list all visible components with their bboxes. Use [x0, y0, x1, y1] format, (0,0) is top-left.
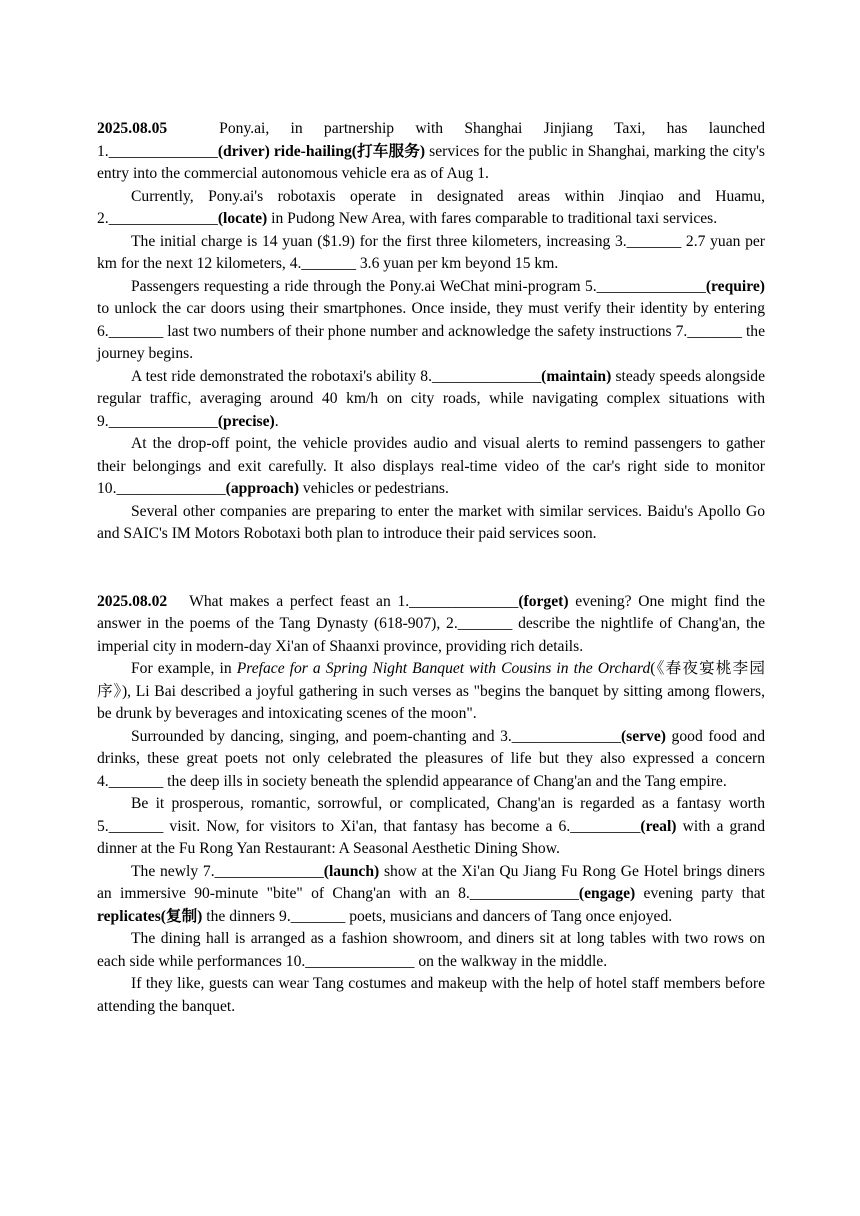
text-run: evening? One might find the answer in the poems of the Tang Dynasty (618-907), 2._______ describe the nightlife of Chang'an, the imperial city in modern-day Xi'an of Shaanxi province, providing rich details. — [97, 592, 765, 655]
text-run: to unlock the car doors using their smartphones. Once inside, they must verify their identity by entering 6._______ last two numbers of their phone number and acknowledge the safety instructions 7._______ the journey begins. — [97, 300, 765, 362]
text-run: evening party that — [635, 885, 765, 902]
text-run: vehicles or pedestrians. — [299, 480, 449, 497]
text-run: A test ride demonstrated the robotaxi's ability 8.______________ — [131, 367, 542, 385]
hint-word: (driver) ride-hailing(打车服务) — [217, 142, 426, 160]
hint-word: (approach) — [225, 480, 300, 497]
paragraph — [97, 231, 765, 276]
text-run: At the drop-off point, the vehicle provides audio and visual alerts to remind passengers to gather their belongings and exit carefully. It also displays real-time video of the car's right side to monitor 10.______________ — [97, 435, 765, 497]
paragraph — [97, 658, 765, 726]
paragraph — [97, 366, 765, 434]
text-run: show at the Xi'an Qu Jiang Fu Rong Ge Hotel brings diners an immersive 90-minute "bite" of Chang'an with an 8.______________ — [97, 862, 765, 902]
text-run: . — [274, 412, 279, 430]
text-run: in Pudong New Area, with fares comparable to traditional taxi services. — [267, 210, 718, 227]
text-run: steady speeds alongside regular traffic, averaging around 40 km/h on city roads, while navigating complex situations with 9.______________ — [97, 367, 765, 430]
paragraph — [97, 726, 765, 794]
document-page — [97, 118, 765, 1018]
hint-word: (engage) — [578, 885, 636, 902]
article-date: 2025.08.02 — [97, 592, 168, 610]
text-run: the dinners 9._______ poets, musicians and dancers of Tang once enjoyed. — [202, 907, 673, 925]
paragraph — [97, 118, 765, 186]
text-run: For example, in — [131, 660, 237, 677]
text-run: Surrounded by dancing, singing, and poem-chanting and 3.______________ — [131, 727, 621, 745]
text-run: What makes a perfect feast an 1.______________ — [189, 592, 519, 610]
paragraph — [97, 973, 765, 1018]
text-run: The initial charge is 14 yuan ($1.9) for the first three kilometers, increasing 3._______ 2.7 yuan per km for the next 12 kilometers, 4._______ 3.6 yuan per km beyond 15 km. — [97, 232, 765, 272]
hint-word: (real) — [640, 817, 677, 835]
text-run: Currently, Pony.ai's robotaxis operate in designated areas within Jinqiao and Huamu, 2.______________ — [97, 187, 765, 227]
hint-word: replicates(复制) — [97, 907, 203, 925]
paragraph — [97, 276, 765, 366]
paragraph — [97, 186, 765, 231]
text-run: (《春夜宴桃李园序》), Li Bai described a joyful gathering in such verses as "begins the banquet by sitting among flowers, be drunk by beverages and intoxicating scenes of the moon". — [97, 660, 765, 722]
text-run: Pony.ai, in partnership with Shanghai Jinjiang Taxi, has launched 1.______________ — [97, 120, 765, 160]
paragraph — [97, 861, 765, 929]
text-run: Passengers requesting a ride through the Pony.ai WeChat mini-program 5.______________ — [131, 277, 706, 295]
hint-word: (serve) — [620, 727, 666, 745]
text-run: Be it prosperous, romantic, sorrowful, or complicated, Chang'an is regarded as a fantasy worth 5._______ visit. Now, for visitors to Xi'an, that fantasy has become a 6._________ — [97, 795, 765, 835]
text-run: If they like, guests can wear Tang costumes and makeup with the help of hotel staff members before attending the banquet. — [97, 975, 765, 1015]
hint-word: (forget) — [518, 592, 569, 610]
paragraph — [97, 433, 765, 501]
hint-word: (locate) — [217, 210, 268, 227]
article-2025-08-02 — [97, 591, 765, 1019]
paragraph — [97, 591, 765, 659]
text-run: services for the public in Shanghai, marking the city's entry into the commercial autonomous vehicle era as of Aug 1. — [97, 142, 765, 182]
text-run: good food and drinks, these great poets not only celebrated the pleasures of life but they also expressed a concern 4._______ the deep ills in society beneath the splendid appearance of Chang'an and the Tang empire. — [97, 727, 766, 790]
hint-word: (precise) — [217, 412, 275, 430]
paragraph — [97, 928, 765, 973]
text-run: Several other companies are preparing to enter the market with similar services. Baidu's Apollo Go and SAIC's IM Motors Robotaxi both plan to introduce their paid services soon. — [97, 502, 765, 542]
book-title: Preface for a Spring Night Banquet with Cousins in the Orchard — [236, 660, 651, 677]
hint-word: (require) — [705, 277, 765, 295]
text-run: with a grand dinner at the Fu Rong Yan Restaurant: A Seasonal Aesthetic Dining Show. — [97, 817, 765, 857]
paragraph — [97, 793, 765, 861]
text-run: The dining hall is arranged as a fashion showroom, and diners sit at long tables with two rows on each side while performances 10.______________ on the walkway in the middle. — [97, 930, 765, 970]
article-date: 2025.08.05 — [97, 120, 168, 137]
paragraph — [97, 501, 765, 546]
hint-word: (launch) — [323, 862, 380, 880]
hint-word: (maintain) — [541, 367, 612, 385]
text-run: The newly 7.______________ — [131, 862, 324, 880]
article-2025-08-05 — [97, 118, 765, 546]
